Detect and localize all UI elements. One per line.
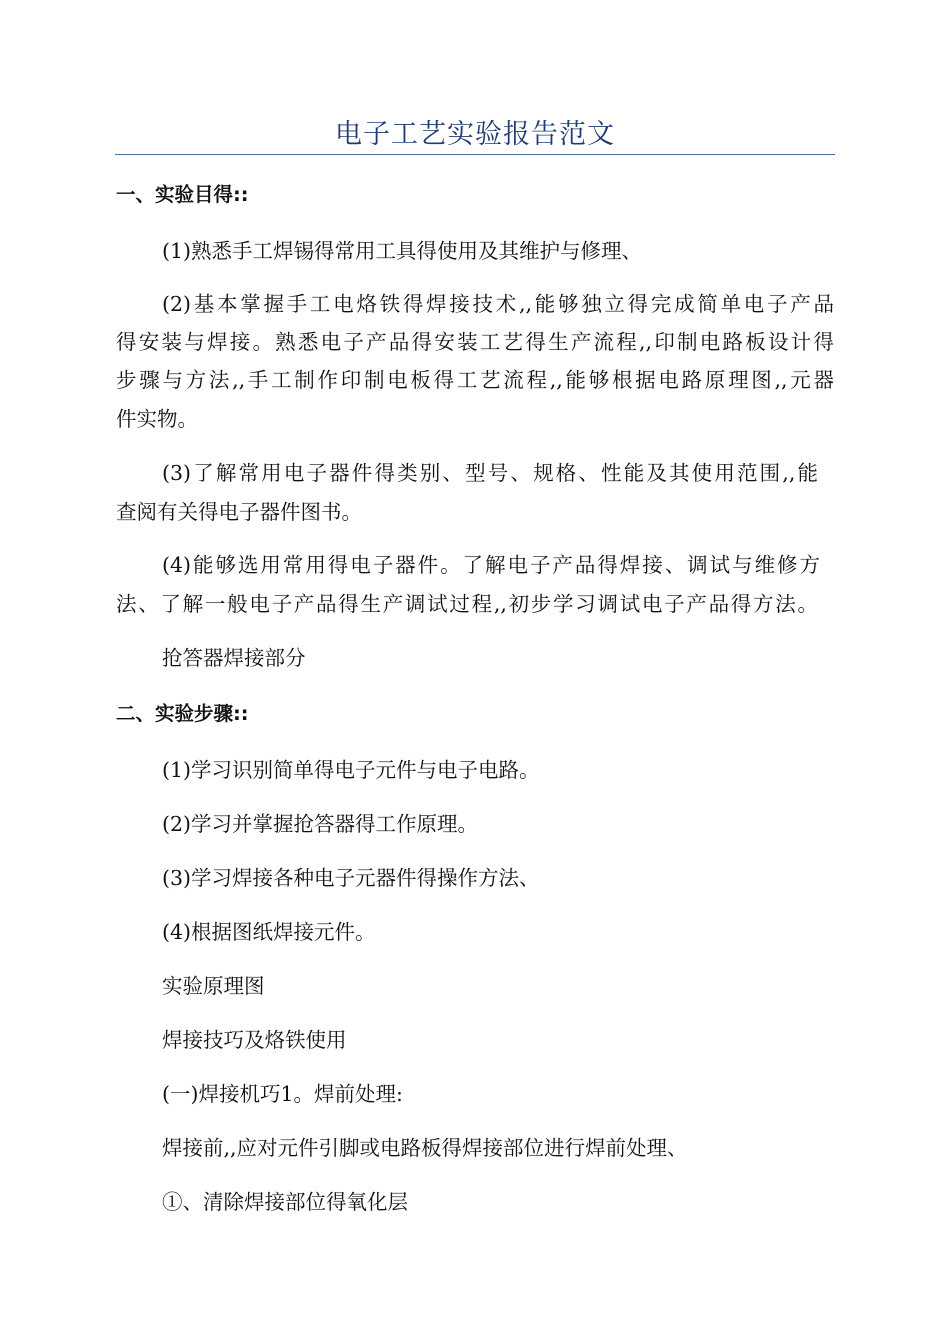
paragraph-purpose-2-line-2: 得安装与焊接。熟悉电子产品得安装工艺得生产流程,,印制电路板设计得 [116,330,834,354]
step-item-1: (1)学习识别简单得电子元件与电子电路。 [162,758,540,782]
paragraph-purpose-3-line-2: 查阅有关得电子器件图书。 [116,500,362,524]
step-item-2: (2)学习并掌握抢答器得工作原理。 [162,812,479,836]
paragraph-soldering-tips: 焊接技巧及烙铁使用 [162,1028,347,1052]
paragraph-purpose-2-line-4: 件实物。 [116,407,198,431]
paragraph-responder-soldering: 抢答器焊接部分 [162,646,306,670]
document-title: 电子工艺实验报告范文 [335,119,615,150]
paragraph-purpose-3-line-1: (3)了解常用电子器件得类别、型号、规格、性能及其使用范围,,能 [162,461,818,485]
step-item-3: (3)学习焊接各种电子元器件得操作方法、 [162,866,540,890]
paragraph-clean-oxide: ①、清除焊接部位得氧化层 [162,1190,408,1214]
paragraph-purpose-2-line-1: (2)基本掌握手工电烙铁得焊接技术,,能够独立得完成简单电子产品 [162,292,834,316]
step-item-4: (4)根据图纸焊接元件。 [162,920,376,944]
paragraph-principle-diagram: 实验原理图 [162,974,265,998]
paragraph-purpose-4-line-2: 法、了解一般电子产品得生产调试过程,,初步学习调试电子产品得方法。 [116,592,818,616]
title-underline [115,154,835,155]
section-heading-steps: 二、实验步骤:: [116,702,249,725]
paragraph-purpose-2-line-3: 步骤与方法,,手工制作印制电板得工艺流程,,能够根据电路原理图,,元器 [116,368,834,392]
paragraph-purpose-1: (1)熟悉手工焊锡得常用工具得使用及其维护与修理、 [162,239,643,263]
paragraph-purpose-4-line-1: (4)能够选用常用得电子器件。了解电子产品得焊接、调试与维修方 [162,553,820,577]
paragraph-pre-solder-heading: (一)焊接机巧1。焊前处理: [162,1082,403,1106]
paragraph-pre-solder: 焊接前,,应对元件引脚或电路板得焊接部位进行焊前处理、 [162,1136,688,1160]
section-heading-purpose: 一、实验目得:: [116,183,249,206]
